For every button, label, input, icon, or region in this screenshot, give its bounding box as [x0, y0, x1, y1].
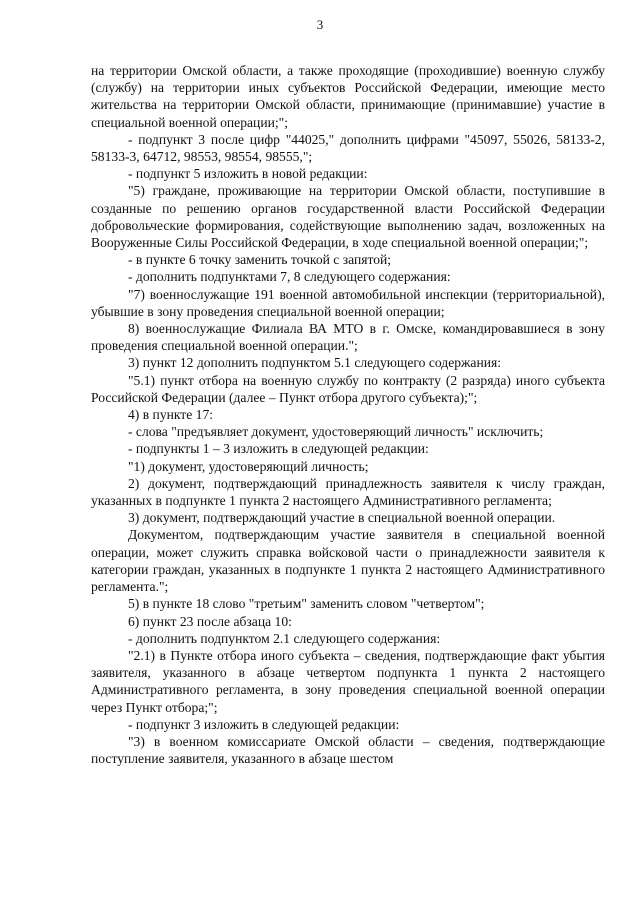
paragraph: 2) документ, подтверждающий принадлежность заявителя к числу граждан, указанных в подпункте 1 пункта 2 настоящего Административного регламента; — [91, 475, 605, 509]
paragraph: 4) в пункте 17: — [128, 407, 214, 423]
paragraph: на территории Омской области, а также проходящие (проходившие) военную службу (службу) на территории иных субъектов Российской Федерации, имеющие место жительства на территории Омской области, принимающие (принимавшие) участие в специальной военной операции;"; — [91, 63, 605, 130]
paragraph: Документом, подтверждающим участие заявителя в специальной военной операции, может служить справка войсковой части о принадлежности заявителя к категории граждан, указанных в подпункте 1 пункта 2 настоящего Административного регламента."; — [91, 527, 605, 595]
paragraph: "2.1) в Пункте отбора иного субъекта – сведения, подтверждающие факт убытия заявителя, указанного в абзаце четвертом подпункта 1 пункта 2 настоящего Административного регламента, в зону проведения специальной военной операции через Пункт отбора;"; — [91, 647, 605, 715]
paragraph: - слова "предъявляет документ, удостоверяющий личность" исключить; — [128, 424, 544, 440]
paragraph: "3) в военном комиссариате Омской области – сведения, подтверждающие поступление заявителя, указанного в абзаце шестом — [91, 733, 605, 767]
paragraph: 8) военнослужащие Филиала ВА МТО в г. Омске, командировавшиеся в зону проведения специальной военной операции."; — [91, 321, 605, 354]
paragraph: 6) пункт 23 после абзаца 10: — [128, 613, 292, 629]
paragraph: "1) документ, удостоверяющий личность; — [128, 458, 369, 474]
paragraph: 3) документ, подтверждающий участие в специальной военной операции. — [128, 510, 556, 526]
paragraph: - подпункт 3 после цифр "44025," дополнить цифрами "45097, 55026, 58133-2, 58133-3, 64712, 98553, 98554, 98555,"; — [91, 131, 605, 165]
paragraph: 3) пункт 12 дополнить подпунктом 5.1 следующего содержания: — [128, 355, 502, 371]
page-number: 3 — [316, 17, 324, 32]
paragraph: 5) в пункте 18 слово "третьим" заменить словом "четвертом"; — [128, 596, 485, 612]
paragraph: "5) граждане, проживающие на территории Омской области, поступившие в созданные по решению органов государственной власти Российской Федерации добровольческие формирования, содействующие выполнению задач, возложенных на Вооруженные Силы Российской Федерации, в ходе специальной военной операции;"; — [91, 183, 605, 251]
paragraph: - в пункте 6 точку заменить точкой с запятой; — [128, 252, 392, 268]
paragraph: - подпункты 1 – 3 изложить в следующей редакции: — [128, 441, 429, 457]
paragraph: - дополнить подпунктом 2.1 следующего содержания: — [128, 630, 441, 646]
paragraph: "7) военнослужащие 191 военной автомобильной инспекции (территориальной), убывшие в зону проведения специальной военной операции; — [91, 286, 605, 319]
paragraph: - подпункт 3 изложить в следующей редакции: — [128, 716, 400, 732]
document-body — [91, 62, 605, 767]
paragraph: "5.1) пункт отбора на военную службу по контракту (2 разряда) иного субъекта Российской Федерации (далее – Пункт отбора другого субъекта);"; — [91, 372, 605, 405]
paragraph: - дополнить подпунктами 7, 8 следующего содержания: — [128, 269, 451, 285]
paragraph: - подпункт 5 изложить в новой редакции: — [128, 166, 368, 182]
